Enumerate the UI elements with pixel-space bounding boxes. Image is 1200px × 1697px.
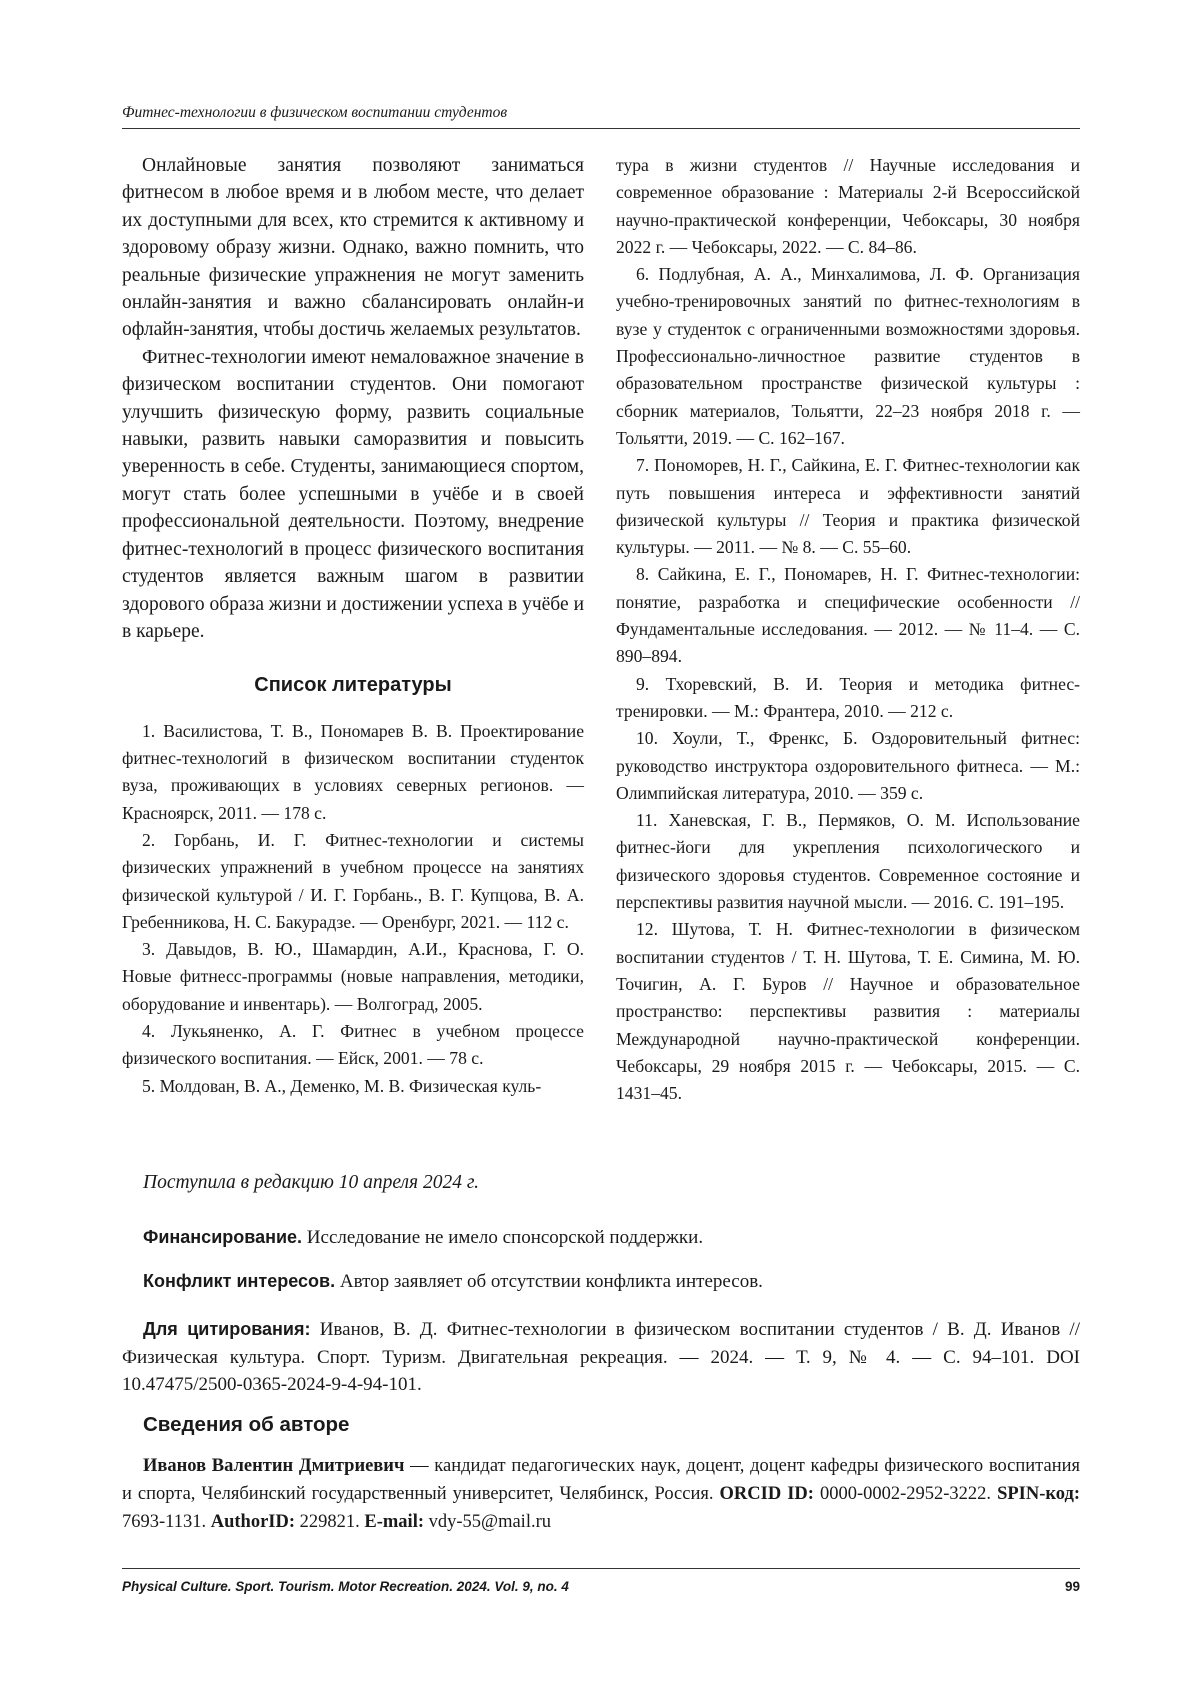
- reference-item: 5. Молдован, В. А., Деменко, М. В. Физическая куль-: [142, 1075, 542, 1096]
- page-number: 99: [1064, 1579, 1080, 1594]
- author-description: — кандидат педагогических наук, доцент, доцент кафедры физического воспитания и спорта, Челябинский государственный университет, Челябинск, Россия.: [122, 1456, 1081, 1504]
- author-name: Иванов Валентин Дмитриевич: [143, 1456, 405, 1476]
- conflict-statement: [122, 1268, 1080, 1296]
- reference-continuation: тура в жизни студентов // Научные исследования и современное образование : Материалы 2-й Всероссийской научно-практической конференции, Чебоксары, 30 ноября 2022 г. — Чебоксары, 2022. — С. 84–86.: [616, 155, 1080, 257]
- reference-item: 3. Давыдов, В. Ю., Шамардин, А.И., Краснова, Г. О. Новые фитнесс-программы (новые направления, методики, оборудование и инвентарь). — Волгоград, 2005.: [122, 939, 584, 1014]
- body-paragraph: Фитнес-технологии имеют немаловажное значение в физическом воспитании студентов. Они помогают улучшить физическую форму, развить социальные навыки, развить навыки саморазвития и повысить уверенность в себе. Студенты, занимающиеся спортом, могут стать более успешными в учёбе и в своей профессиональной деятельности. Поэтому, внедрение фитнес-технологий в процесс физического воспитания студентов является важным шагом в развитии здорового образа жизни и достижении успеха в учёбе и в карьере.: [122, 346, 584, 642]
- reference-item: 6. Подлубная, А. А., Минхалимова, Л. Ф. Организация учебно-тренировочных занятий по фитнес-технологиям в вузе у студенток с ограниченными возможностями здоровья. Профессионально-личностное развитие студентов в образовательном пространстве физической культуры : сборник материалов, Тольятти, 22–23 ноября 2018 г. — Тольятти, 2019. — С. 162–167.: [616, 264, 1080, 448]
- body-paragraph: Онлайновые занятия позволяют заниматься фитнесом в любое время и в любом месте, что делает их доступными для всех, кто стремится к активному и здоровому образу жизни. Однако, важно помнить, что реальные физические упражнения не могут заменить онлайн-занятия и важно сбалансировать онлайн-и офлайн-занятия, чтобы достичь желаемых результатов.: [122, 155, 584, 341]
- reference-item: 12. Шутова, Т. Н. Фитнес-технологии в физическом воспитании студентов / Т. Н. Шутова, Т. Е. Симина, М. Ю. Точигин, А. Г. Буров // Научное и образовательное пространство: перспективы развития : материалы Международной научно-практической конференции. Чебоксары, 29 ноября 2015 г. — Чебоксары, 2015. — С. 1431–45.: [616, 919, 1080, 1104]
- reference-item: 9. Тхоревский, В. И. Теория и методика фитнес-тренировки. — М.: Франтера, 2010. — 212 с.: [616, 673, 1080, 721]
- funding-statement: [122, 1224, 1080, 1252]
- reference-item: 11. Ханевская, Г. В., Пермяков, О. М. Использование фитнес-йоги для укрепления психологического и физического здоровья студентов. Современное состояние и перспективы развития научной мысли. — 2016. С. 191–195.: [616, 810, 1080, 913]
- reference-item: 7. Пономорев, Н. Г., Сайкина, Е. Г. Фитнес-технологии как путь повышения интереса и эффективности занятий физической культуры // Теория и практика физической культуры. — 2011. — № 8. — С. 55–60.: [616, 455, 1080, 558]
- citation-label: Для цитирования:: [143, 1319, 311, 1339]
- right-column: [616, 152, 1080, 1107]
- reference-item: 1. Василистова, Т. В., Пономарев В. В. Проектирование фитнес-технологий в физическом воспитании студенток вуза, проживающих в условиях северных регионов. — Красноярск, 2011. — 178 с.: [122, 720, 584, 823]
- reference-item: 10. Хоули, Т., Френкс, Б. Оздоровительный фитнес: руководство инструктора оздоровительного фитнеса. — М.: Олимпийская литература, 2010. — 359 с.: [616, 728, 1080, 803]
- citation-text: Иванов, В. Д. Фитнес-технологии в физическом воспитании студентов / В. Д. Иванов // Физическая культура. Спорт. Туризм. Двигательная рекреация. — 2024. — Т. 9, № 4. — С. 94–101. DOI 10.47475/2500-0365-2024-9-4-94-101.: [122, 1319, 1080, 1395]
- spin-value: 7693-1131.: [122, 1512, 211, 1532]
- email-value[interactable]: vdy-55@mail.ru: [424, 1512, 551, 1532]
- reference-item: 2. Горбань, И. Г. Фитнес-технологии и системы физических упражнений в учебном процессе на занятиях физической культурой / И. Г. Горбань., В. Г. Купцова, В. А. Гребенникова, Н. С. Бакурадзе. — Оренбург, 2021. — 112 с.: [122, 829, 584, 932]
- authorid-label: AuthorID:: [210, 1512, 296, 1532]
- spin-label: SPIN-код:: [997, 1484, 1081, 1504]
- journal-title: Physical Culture. Sport. Tourism. Motor Recreation. 2024. Vol. 9, no. 4: [122, 1579, 569, 1594]
- funding-label: Финансирование.: [143, 1227, 303, 1247]
- page-footer: [122, 1568, 1080, 1594]
- left-column: [122, 152, 584, 1100]
- authorid-value: 229821.: [295, 1512, 365, 1532]
- running-head: Фитнес-технологии в физическом воспитании студентов: [122, 104, 1080, 129]
- author-info: [122, 1452, 1080, 1536]
- funding-text: Исследование не имело спонсорской поддержки.: [302, 1227, 704, 1248]
- references-list-left: [122, 718, 584, 1100]
- citation-statement: [122, 1316, 1080, 1399]
- conflict-text: Автор заявляет об отсутствии конфликта интересов.: [335, 1271, 763, 1292]
- author-heading: Сведения об авторе: [143, 1413, 350, 1436]
- references-heading: Список литературы: [254, 674, 452, 697]
- email-label: E-mail:: [364, 1512, 424, 1532]
- reference-item: 4. Лукьяненко, А. Г. Фитнес в учебном процессе физического воспитания. — Ейск, 2001. — 78 с.: [122, 1020, 584, 1069]
- orcid-value: 0000-0002-2952-3222.: [813, 1484, 998, 1504]
- orcid-label: ORCID ID:: [719, 1484, 814, 1504]
- conflict-label: Конфликт интересов.: [143, 1271, 336, 1291]
- received-date: Поступила в редакцию 10 апреля 2024 г.: [143, 1172, 480, 1193]
- reference-item: 8. Сайкина, Е. Г., Пономарев, Н. Г. Фитнес-технологии: понятие, разработка и специфические особенности // Фундаментальные исследования. — 2012. — № 11–4. — С. 890–894.: [616, 564, 1080, 667]
